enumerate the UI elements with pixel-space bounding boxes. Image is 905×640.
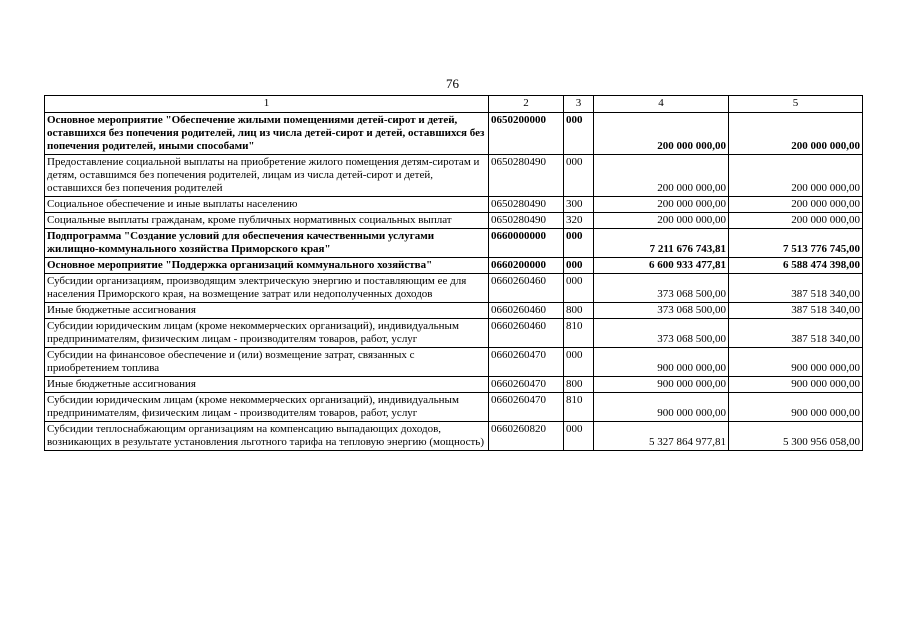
row-name-cell: Субсидии юридическим лицам (кроме некоммерческих организаций), индивидуальным предпринимателям, физическим лицам - производителям товаров, работ, услуг	[45, 319, 489, 348]
row-code-cell: 0660260470	[489, 377, 564, 393]
row-type-cell: 000	[564, 229, 594, 258]
row-value-col5-cell: 900 000 000,00	[729, 393, 863, 422]
table-row	[45, 229, 863, 258]
row-value-col5-cell: 200 000 000,00	[729, 213, 863, 229]
row-name-cell: Предоставление социальной выплаты на приобретение жилого помещения детям-сиротам и детям, оставшимся без попечения родителей, лицам из числа детей-сирот и детей, оставшихся без попечения родителей	[45, 155, 489, 197]
row-code-cell: 0660260460	[489, 319, 564, 348]
row-value-col4-cell: 900 000 000,00	[594, 377, 729, 393]
row-value-col4-cell: 200 000 000,00	[594, 155, 729, 197]
row-value-col4-cell: 373 068 500,00	[594, 274, 729, 303]
row-type-cell: 000	[564, 274, 594, 303]
header-row	[45, 96, 863, 113]
row-name-cell: Иные бюджетные ассигнования	[45, 377, 489, 393]
table-row	[45, 113, 863, 155]
row-type-cell: 800	[564, 377, 594, 393]
row-name-cell: Подпрограмма "Создание условий для обеспечения качественными услугами жилищно-коммунального хозяйства Приморского края"	[45, 229, 489, 258]
table-row	[45, 155, 863, 197]
row-code-cell: 0650280490	[489, 155, 564, 197]
header-col-3: 3	[564, 96, 594, 113]
row-value-col4-cell: 200 000 000,00	[594, 197, 729, 213]
row-type-cell: 000	[564, 155, 594, 197]
row-value-col5-cell: 387 518 340,00	[729, 319, 863, 348]
table-row	[45, 303, 863, 319]
table-row	[45, 197, 863, 213]
row-value-col5-cell: 5 300 956 058,00	[729, 422, 863, 451]
table-row	[45, 422, 863, 451]
table-row	[45, 258, 863, 274]
row-type-cell: 810	[564, 319, 594, 348]
table-row	[45, 213, 863, 229]
row-value-col5-cell: 387 518 340,00	[729, 274, 863, 303]
row-value-col4-cell: 900 000 000,00	[594, 348, 729, 377]
budget-table	[44, 95, 863, 451]
row-code-cell: 0660260470	[489, 348, 564, 377]
row-code-cell: 0660260460	[489, 303, 564, 319]
header-col-4: 4	[594, 96, 729, 113]
row-type-cell: 800	[564, 303, 594, 319]
row-type-cell: 320	[564, 213, 594, 229]
header-col-5: 5	[729, 96, 863, 113]
page-number: 76	[446, 76, 459, 91]
row-value-col4-cell: 200 000 000,00	[594, 113, 729, 155]
row-name-cell: Субсидии организациям, производящим электрическую энергию и поставляющим ее для населения Приморского края, на возмещение затрат или недополученных доходов	[45, 274, 489, 303]
row-value-col4-cell: 6 600 933 477,81	[594, 258, 729, 274]
row-name-cell: Субсидии теплоснабжающим организациям на компенсацию выпадающих доходов, возникающих в результате установления льготного тарифа на тепловую энергию (мощность)	[45, 422, 489, 451]
table-row	[45, 377, 863, 393]
row-value-col5-cell: 7 513 776 745,00	[729, 229, 863, 258]
row-code-cell: 0660260820	[489, 422, 564, 451]
row-type-cell: 000	[564, 348, 594, 377]
row-value-col4-cell: 373 068 500,00	[594, 303, 729, 319]
row-name-cell: Социальное обеспечение и иные выплаты населению	[45, 197, 489, 213]
row-code-cell: 0660200000	[489, 258, 564, 274]
row-value-col5-cell: 387 518 340,00	[729, 303, 863, 319]
row-type-cell: 810	[564, 393, 594, 422]
row-type-cell: 000	[564, 258, 594, 274]
row-type-cell: 000	[564, 422, 594, 451]
row-code-cell: 0660260460	[489, 274, 564, 303]
header-col-1: 1	[45, 96, 489, 113]
row-type-cell: 000	[564, 113, 594, 155]
row-value-col5-cell: 200 000 000,00	[729, 113, 863, 155]
row-code-cell: 0660260470	[489, 393, 564, 422]
row-value-col5-cell: 6 588 474 398,00	[729, 258, 863, 274]
row-name-cell: Иные бюджетные ассигнования	[45, 303, 489, 319]
row-value-col5-cell: 200 000 000,00	[729, 197, 863, 213]
row-value-col5-cell: 900 000 000,00	[729, 377, 863, 393]
row-value-col4-cell: 5 327 864 977,81	[594, 422, 729, 451]
row-value-col5-cell: 900 000 000,00	[729, 348, 863, 377]
table-row	[45, 319, 863, 348]
table-row	[45, 348, 863, 377]
row-name-cell: Основное мероприятие "Обеспечение жилыми помещениями детей-сирот и детей, оставшихся без попечения родителей, лиц из числа детей-сирот и детей, оставшихся без попечения родителей, иными способами"	[45, 113, 489, 155]
row-code-cell: 0650200000	[489, 113, 564, 155]
row-value-col4-cell: 7 211 676 743,81	[594, 229, 729, 258]
row-code-cell: 0650280490	[489, 213, 564, 229]
table-row	[45, 393, 863, 422]
row-value-col4-cell: 900 000 000,00	[594, 393, 729, 422]
row-type-cell: 300	[564, 197, 594, 213]
table-row	[45, 274, 863, 303]
row-name-cell: Субсидии юридическим лицам (кроме некоммерческих организаций), индивидуальным предпринимателям, физическим лицам - производителям товаров, работ, услуг	[45, 393, 489, 422]
row-code-cell: 0650280490	[489, 197, 564, 213]
row-name-cell: Социальные выплаты гражданам, кроме публичных нормативных социальных выплат	[45, 213, 489, 229]
row-name-cell: Субсидии на финансовое обеспечение и (или) возмещение затрат, связанных с приобретением топлива	[45, 348, 489, 377]
table-body	[45, 113, 863, 451]
row-value-col4-cell: 373 068 500,00	[594, 319, 729, 348]
row-value-col4-cell: 200 000 000,00	[594, 213, 729, 229]
row-name-cell: Основное мероприятие "Поддержка организаций коммунального хозяйства"	[45, 258, 489, 274]
row-value-col5-cell: 200 000 000,00	[729, 155, 863, 197]
header-col-2: 2	[489, 96, 564, 113]
row-code-cell: 0660000000	[489, 229, 564, 258]
